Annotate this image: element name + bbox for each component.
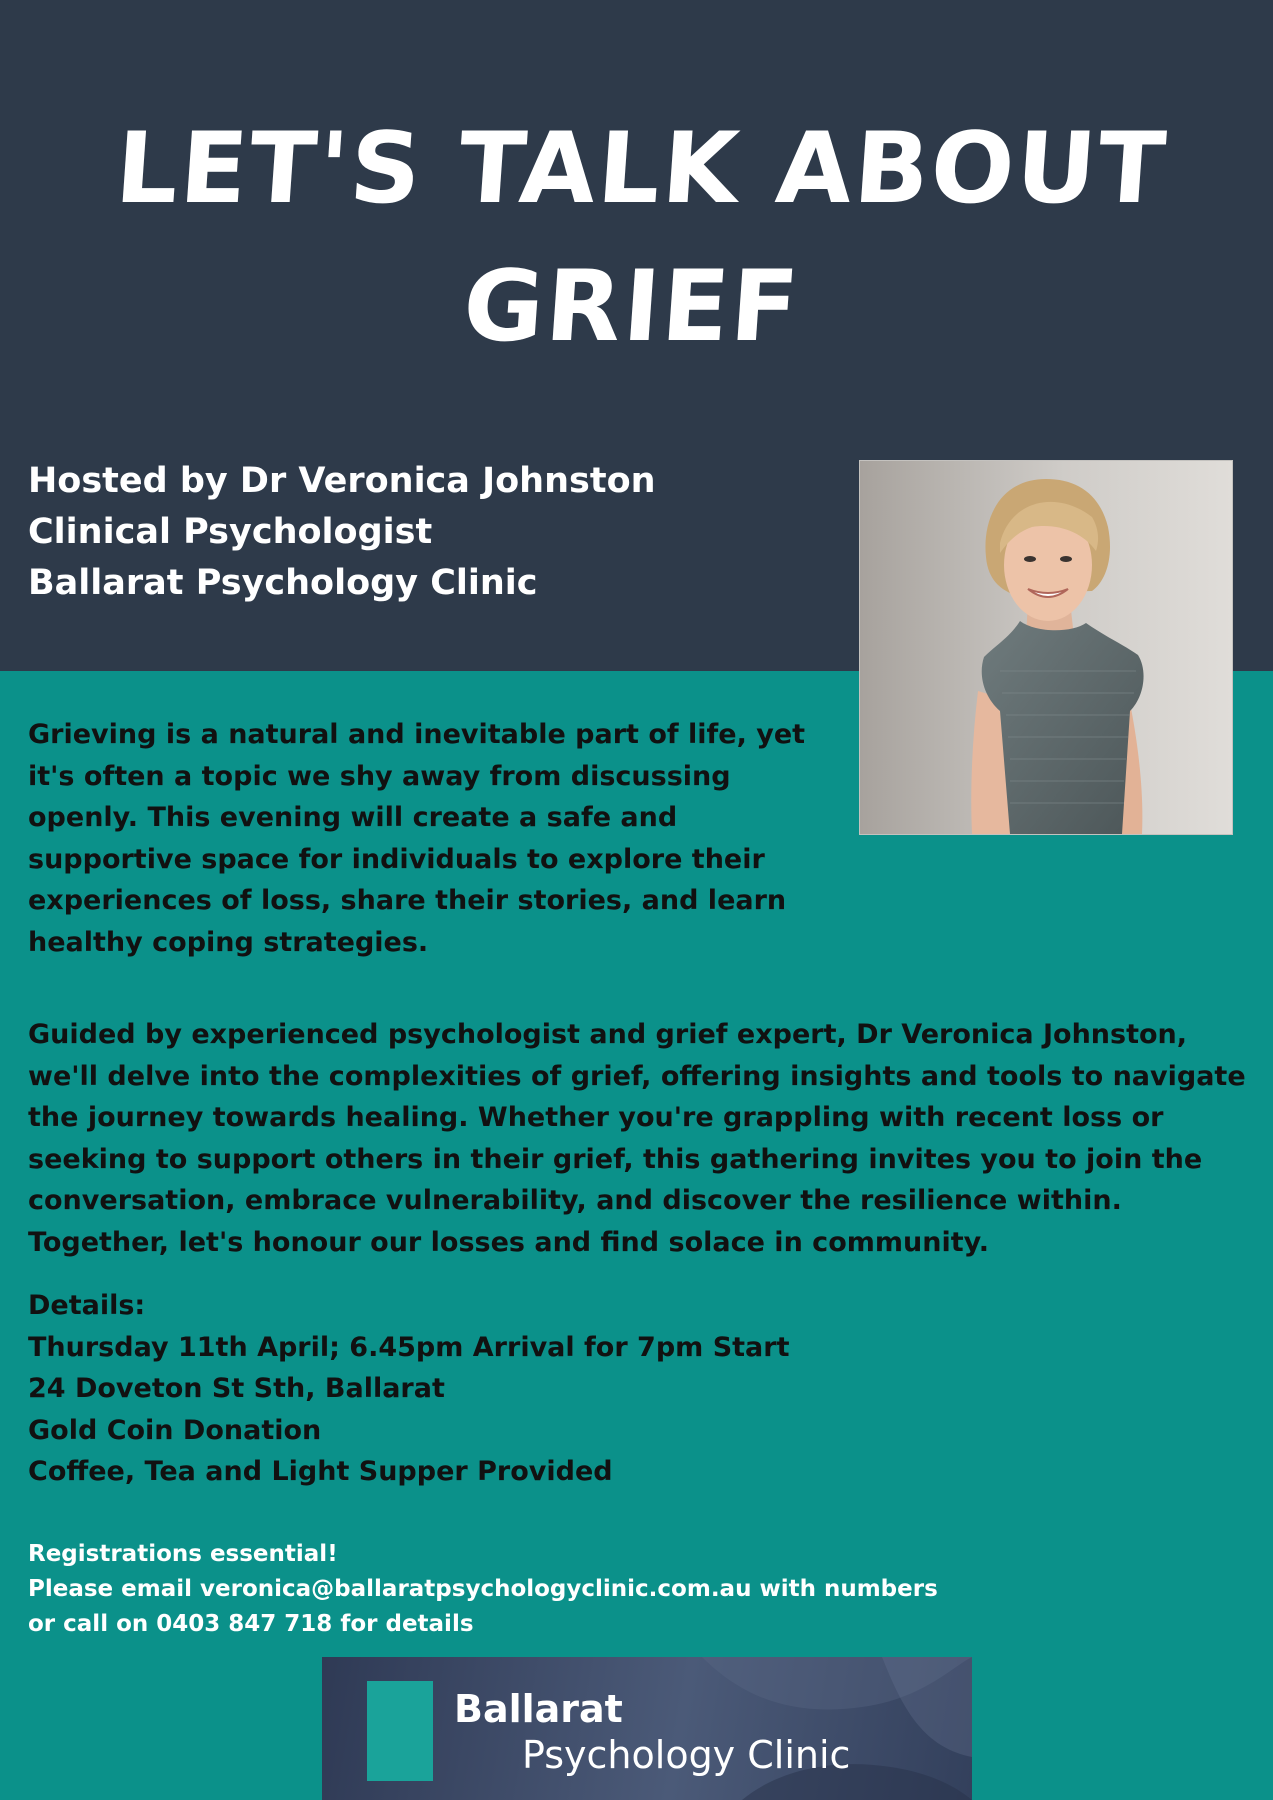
registration-info <box>28 1537 938 1642</box>
details-cost: Gold Coin Donation <box>28 1414 322 1446</box>
body-line: conversation, embrace vulnerability, and discover the resilience within. <box>28 1185 1122 1216</box>
body-line: the journey towards healing. Whether you're grappling with recent loss or <box>28 1102 1164 1133</box>
host-photo <box>860 461 1232 834</box>
details-heading: Details: <box>28 1290 146 1321</box>
registration-phone: or call on 0403 847 718 for details <box>28 1611 474 1637</box>
page-title <box>0 100 1273 376</box>
body-line: we'll delve into the complexities of grief, offering insights and tools to navigate <box>28 1060 1246 1092</box>
details-address: 24 Doveton St Sth, Ballarat <box>28 1373 445 1404</box>
details-catering: Coffee, Tea and Light Supper Provided <box>28 1456 613 1487</box>
intro-line: healthy coping strategies. <box>28 926 429 958</box>
logo-subtitle: Psychology Clinic <box>522 1733 851 1777</box>
title-line-2: GRIEF <box>459 250 804 364</box>
intro-line: Grieving is a natural and inevitable part of life, yet <box>28 719 806 750</box>
intro-paragraph <box>28 714 805 963</box>
clinic-logo <box>322 1657 972 1800</box>
host-info <box>28 456 656 609</box>
title-line-1: LET'S TALK ABOUT <box>111 112 1171 226</box>
host-clinic: Ballarat Psychology Clinic <box>28 563 538 603</box>
intro-line: openly. This evening will create a safe and <box>28 802 678 833</box>
registration-heading: Registrations essential! <box>28 1541 338 1567</box>
portrait-image <box>860 461 1232 834</box>
intro-line: it's often a topic we shy away from discussing <box>28 760 731 792</box>
intro-line: supportive space for individuals to explore their <box>28 843 765 875</box>
body-line: Together, let's honour our losses and find solace in community. <box>28 1226 989 1258</box>
event-details <box>28 1285 790 1493</box>
intro-line: experiences of loss, share their stories, and learn <box>28 885 787 916</box>
details-date: Thursday 11th April; 6.45pm Arrival for 7pm Start <box>28 1331 790 1363</box>
host-name: Hosted by Dr Veronica Johnston <box>28 461 656 501</box>
body-paragraph <box>28 1014 1246 1263</box>
registration-email: Please email veronica@ballaratpsychologyclinic.com.au with numbers <box>28 1576 938 1602</box>
body-line: seeking to support others in their grief, this gathering invites you to join the <box>28 1143 1203 1175</box>
logo-mark <box>367 1681 433 1781</box>
body-line: Guided by experienced psychologist and grief expert, Dr Veronica Johnston, <box>28 1019 1188 1050</box>
logo-name: Ballarat <box>454 1687 623 1731</box>
host-role: Clinical Psychologist <box>28 512 433 552</box>
